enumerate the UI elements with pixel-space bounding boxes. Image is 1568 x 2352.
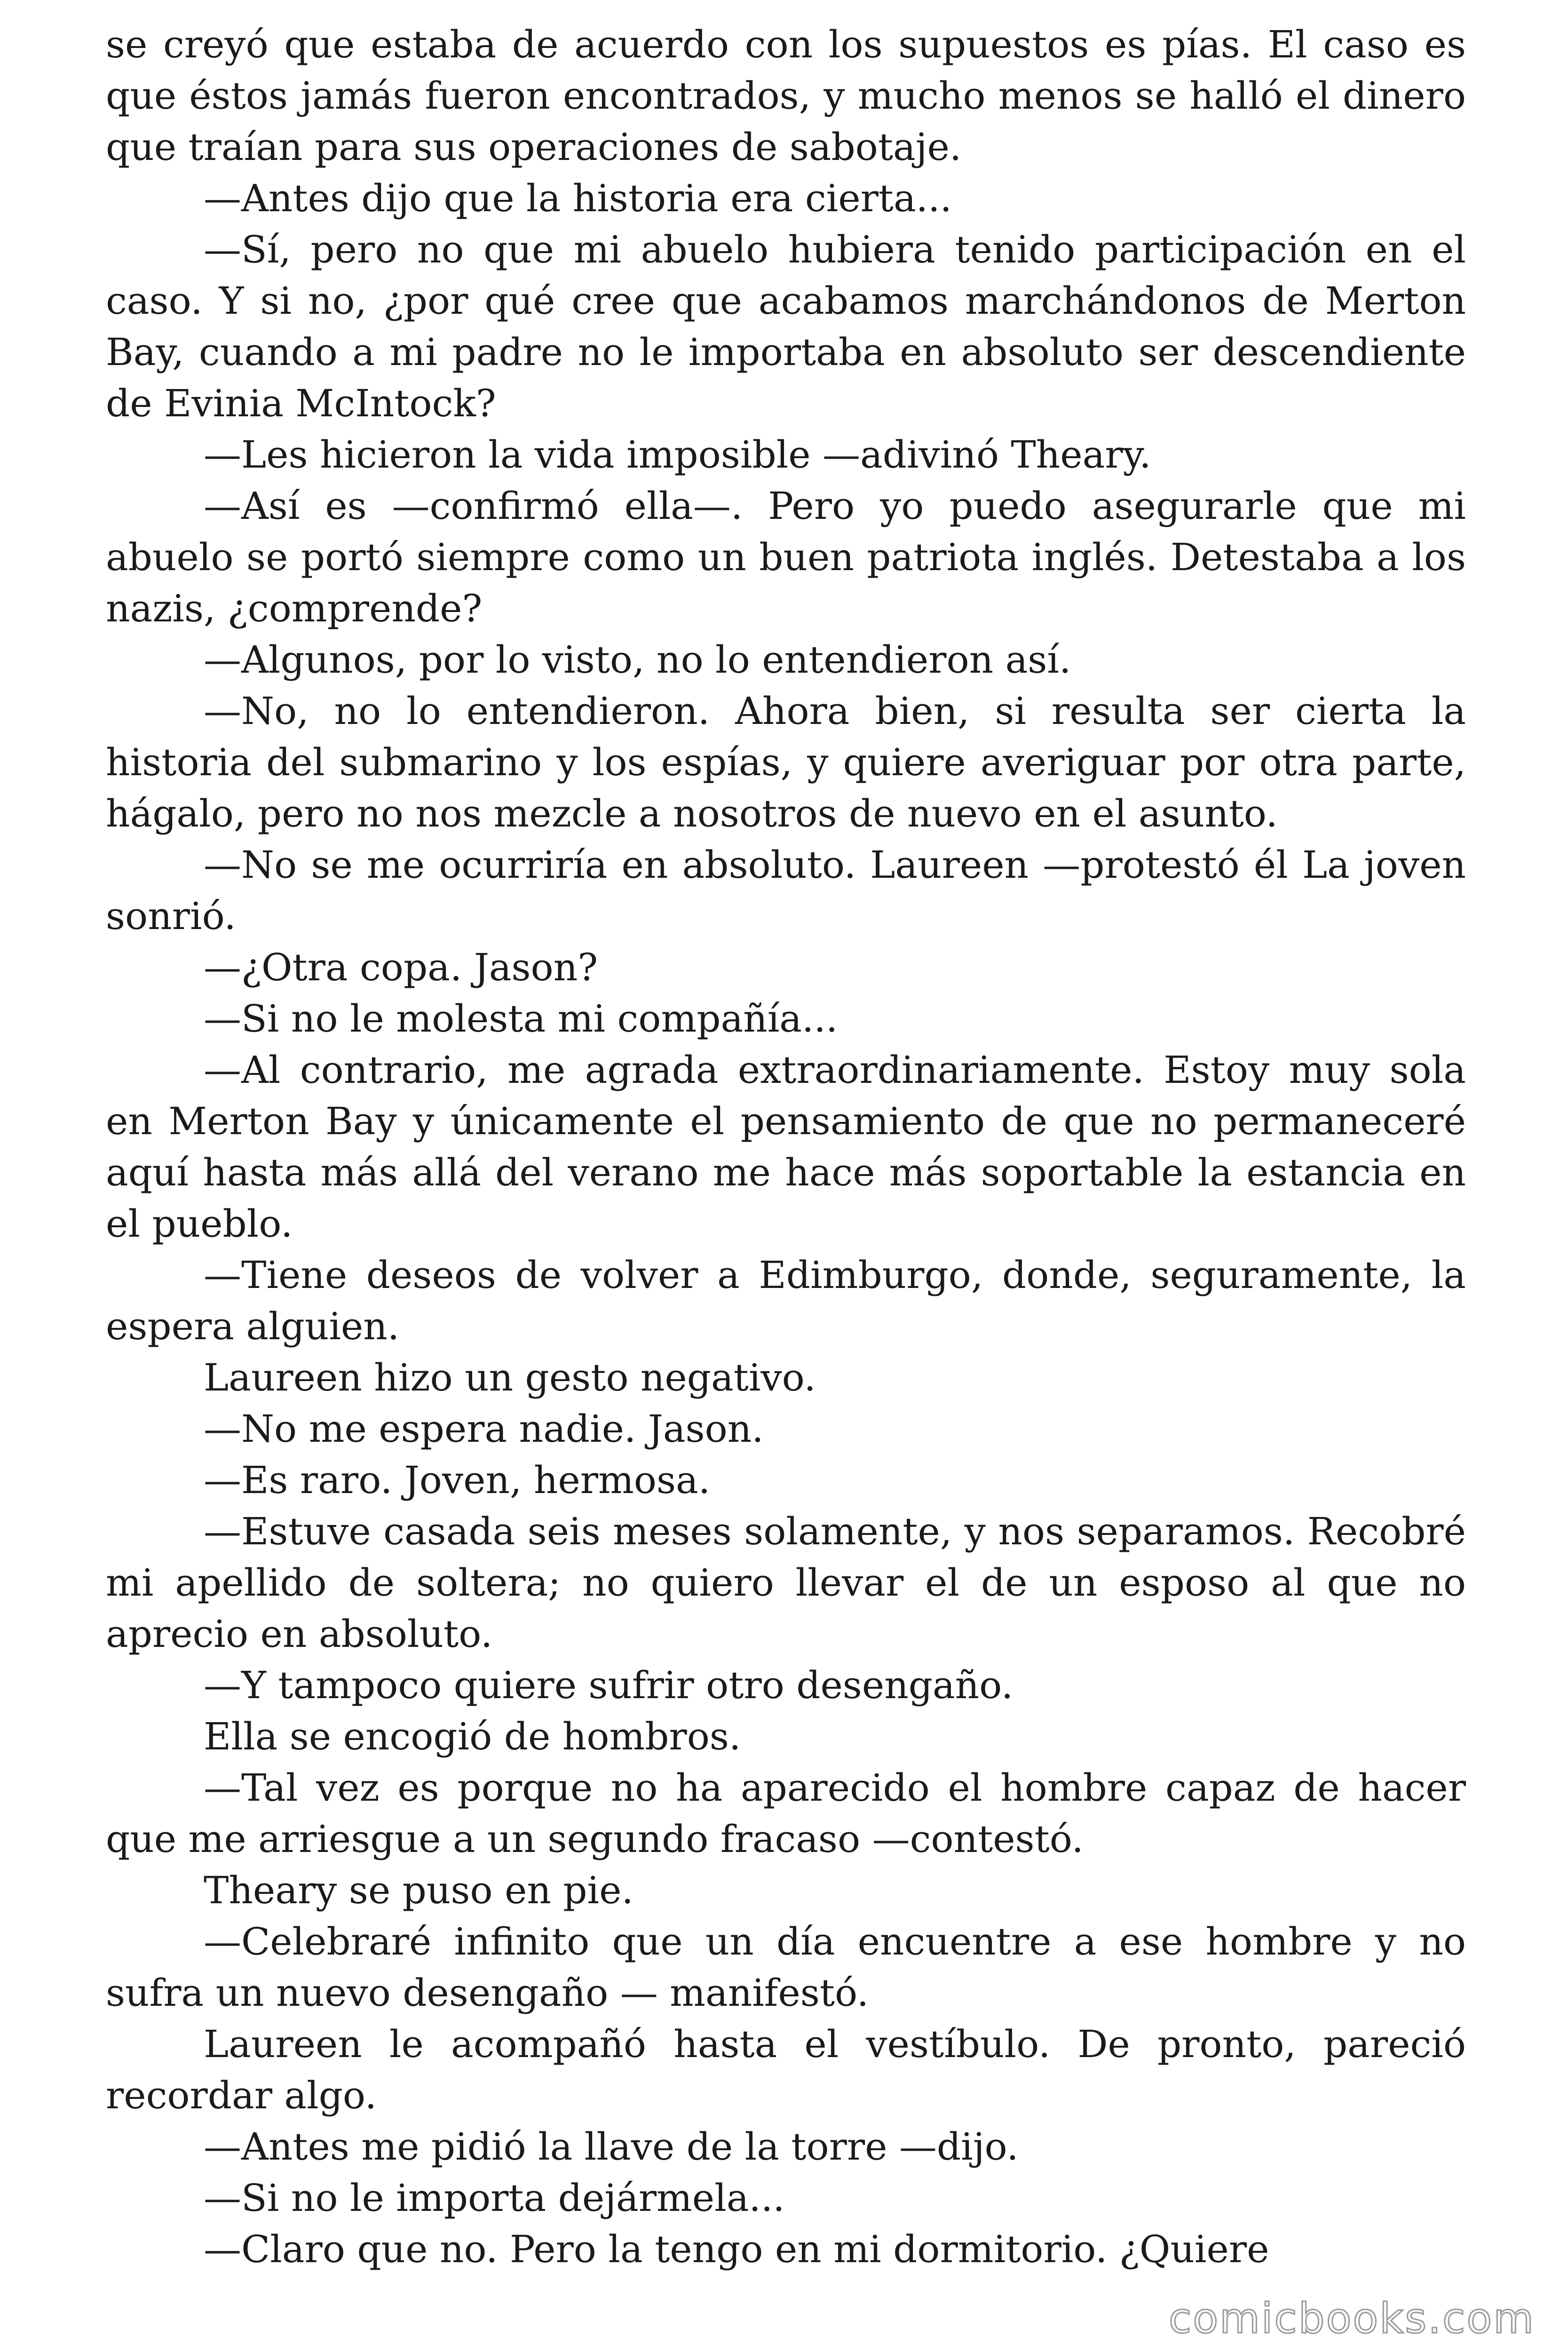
paragraph: Ella se encogió de hombros. xyxy=(204,1715,741,1758)
paragraph: Laureen hizo un gesto negativo. xyxy=(204,1356,816,1399)
paragraph: —No, no lo entendieron. Ahora bien, si resulta ser cierta la historia del submarino y los espías, y quiere averiguar por otra parte, hágalo, pero no nos mezcle a nosotros de nuevo en el asunto. xyxy=(106,689,1466,835)
paragraph: —Es raro. Joven, hermosa. xyxy=(204,1458,711,1502)
paragraph: —Celebraré infinito que un día encuentre a ese hombre y no sufra un nuevo desengaño — manifestó. xyxy=(106,1920,1466,2015)
paragraph: Theary se puso en pie. xyxy=(204,1868,634,1912)
paragraph: —Sí, pero no que mi abuelo hubiera tenido participación en el caso. Y si no, ¿por qué cree que acabamos marchándonos de Merton Bay, cuando a mi padre no le importaba en absoluto ser descendiente de Evinia McIntock? xyxy=(106,228,1466,425)
paragraph: —Así es —confirmó ella—. Pero yo puedo asegurarle que mi abuelo se portó siempre como un buen patriota inglés. Detestaba a los nazis, ¿comprende? xyxy=(106,484,1466,630)
paragraph: —Si no le importa dejármela... xyxy=(204,2176,785,2220)
watermark: comicbooks.com xyxy=(1168,2294,1535,2343)
paragraph: —Antes me pidió la llave de la torre —dijo. xyxy=(204,2125,1019,2169)
paragraph: —Antes dijo que la historia era cierta... xyxy=(204,176,952,220)
paragraph: —Estuve casada seis meses solamente, y nos separamos. Recobré mi apellido de soltera; no quiero llevar el de un esposo al que no aprecio en absoluto. xyxy=(106,1510,1466,1656)
paragraph: —Algunos, por lo visto, no lo entendieron así. xyxy=(204,638,1071,682)
paragraph: —No se me ocurriría en absoluto. Laureen —protestó él La joven sonrió. xyxy=(106,843,1466,938)
paragraph: —Al contrario, me agrada extraordinariamente. Estoy muy sola en Merton Bay y únicamente el pensamiento de que no permaneceré aquí hasta más allá del verano me hace más soportable la estancia en el pueblo. xyxy=(106,1048,1466,1246)
paragraph: —Les hicieron la vida imposible —adivinó Theary. xyxy=(204,433,1151,477)
paragraph: se creyó que estaba de acuerdo con los supuestos es pías. El caso es que éstos jamás fueron encontrados, y mucho menos se halló el dinero que traían para sus operaciones de sabotaje. xyxy=(106,23,1466,169)
paragraph: —Tal vez es porque no ha aparecido el hombre capaz de hacer que me arriesgue a un segundo fracaso —contestó. xyxy=(106,1766,1466,1861)
document-page xyxy=(106,19,1466,2275)
paragraph: —¿Otra copa. Jason? xyxy=(204,946,598,989)
paragraph: —Claro que no. Pero la tengo en mi dormitorio. ¿Quiere xyxy=(204,2227,1269,2271)
paragraph: Laureen le acompañó hasta el vestíbulo. De pronto, pareció recordar algo. xyxy=(106,2022,1466,2117)
paragraph: —Y tampoco quiere sufrir otro desengaño. xyxy=(204,1663,1014,1707)
paragraph: —Tiene deseos de volver a Edimburgo, donde, seguramente, la espera alguien. xyxy=(106,1253,1466,1348)
paragraph: —No me espera nadie. Jason. xyxy=(204,1407,764,1451)
paragraph: —Si no le molesta mi compañía... xyxy=(204,997,838,1041)
